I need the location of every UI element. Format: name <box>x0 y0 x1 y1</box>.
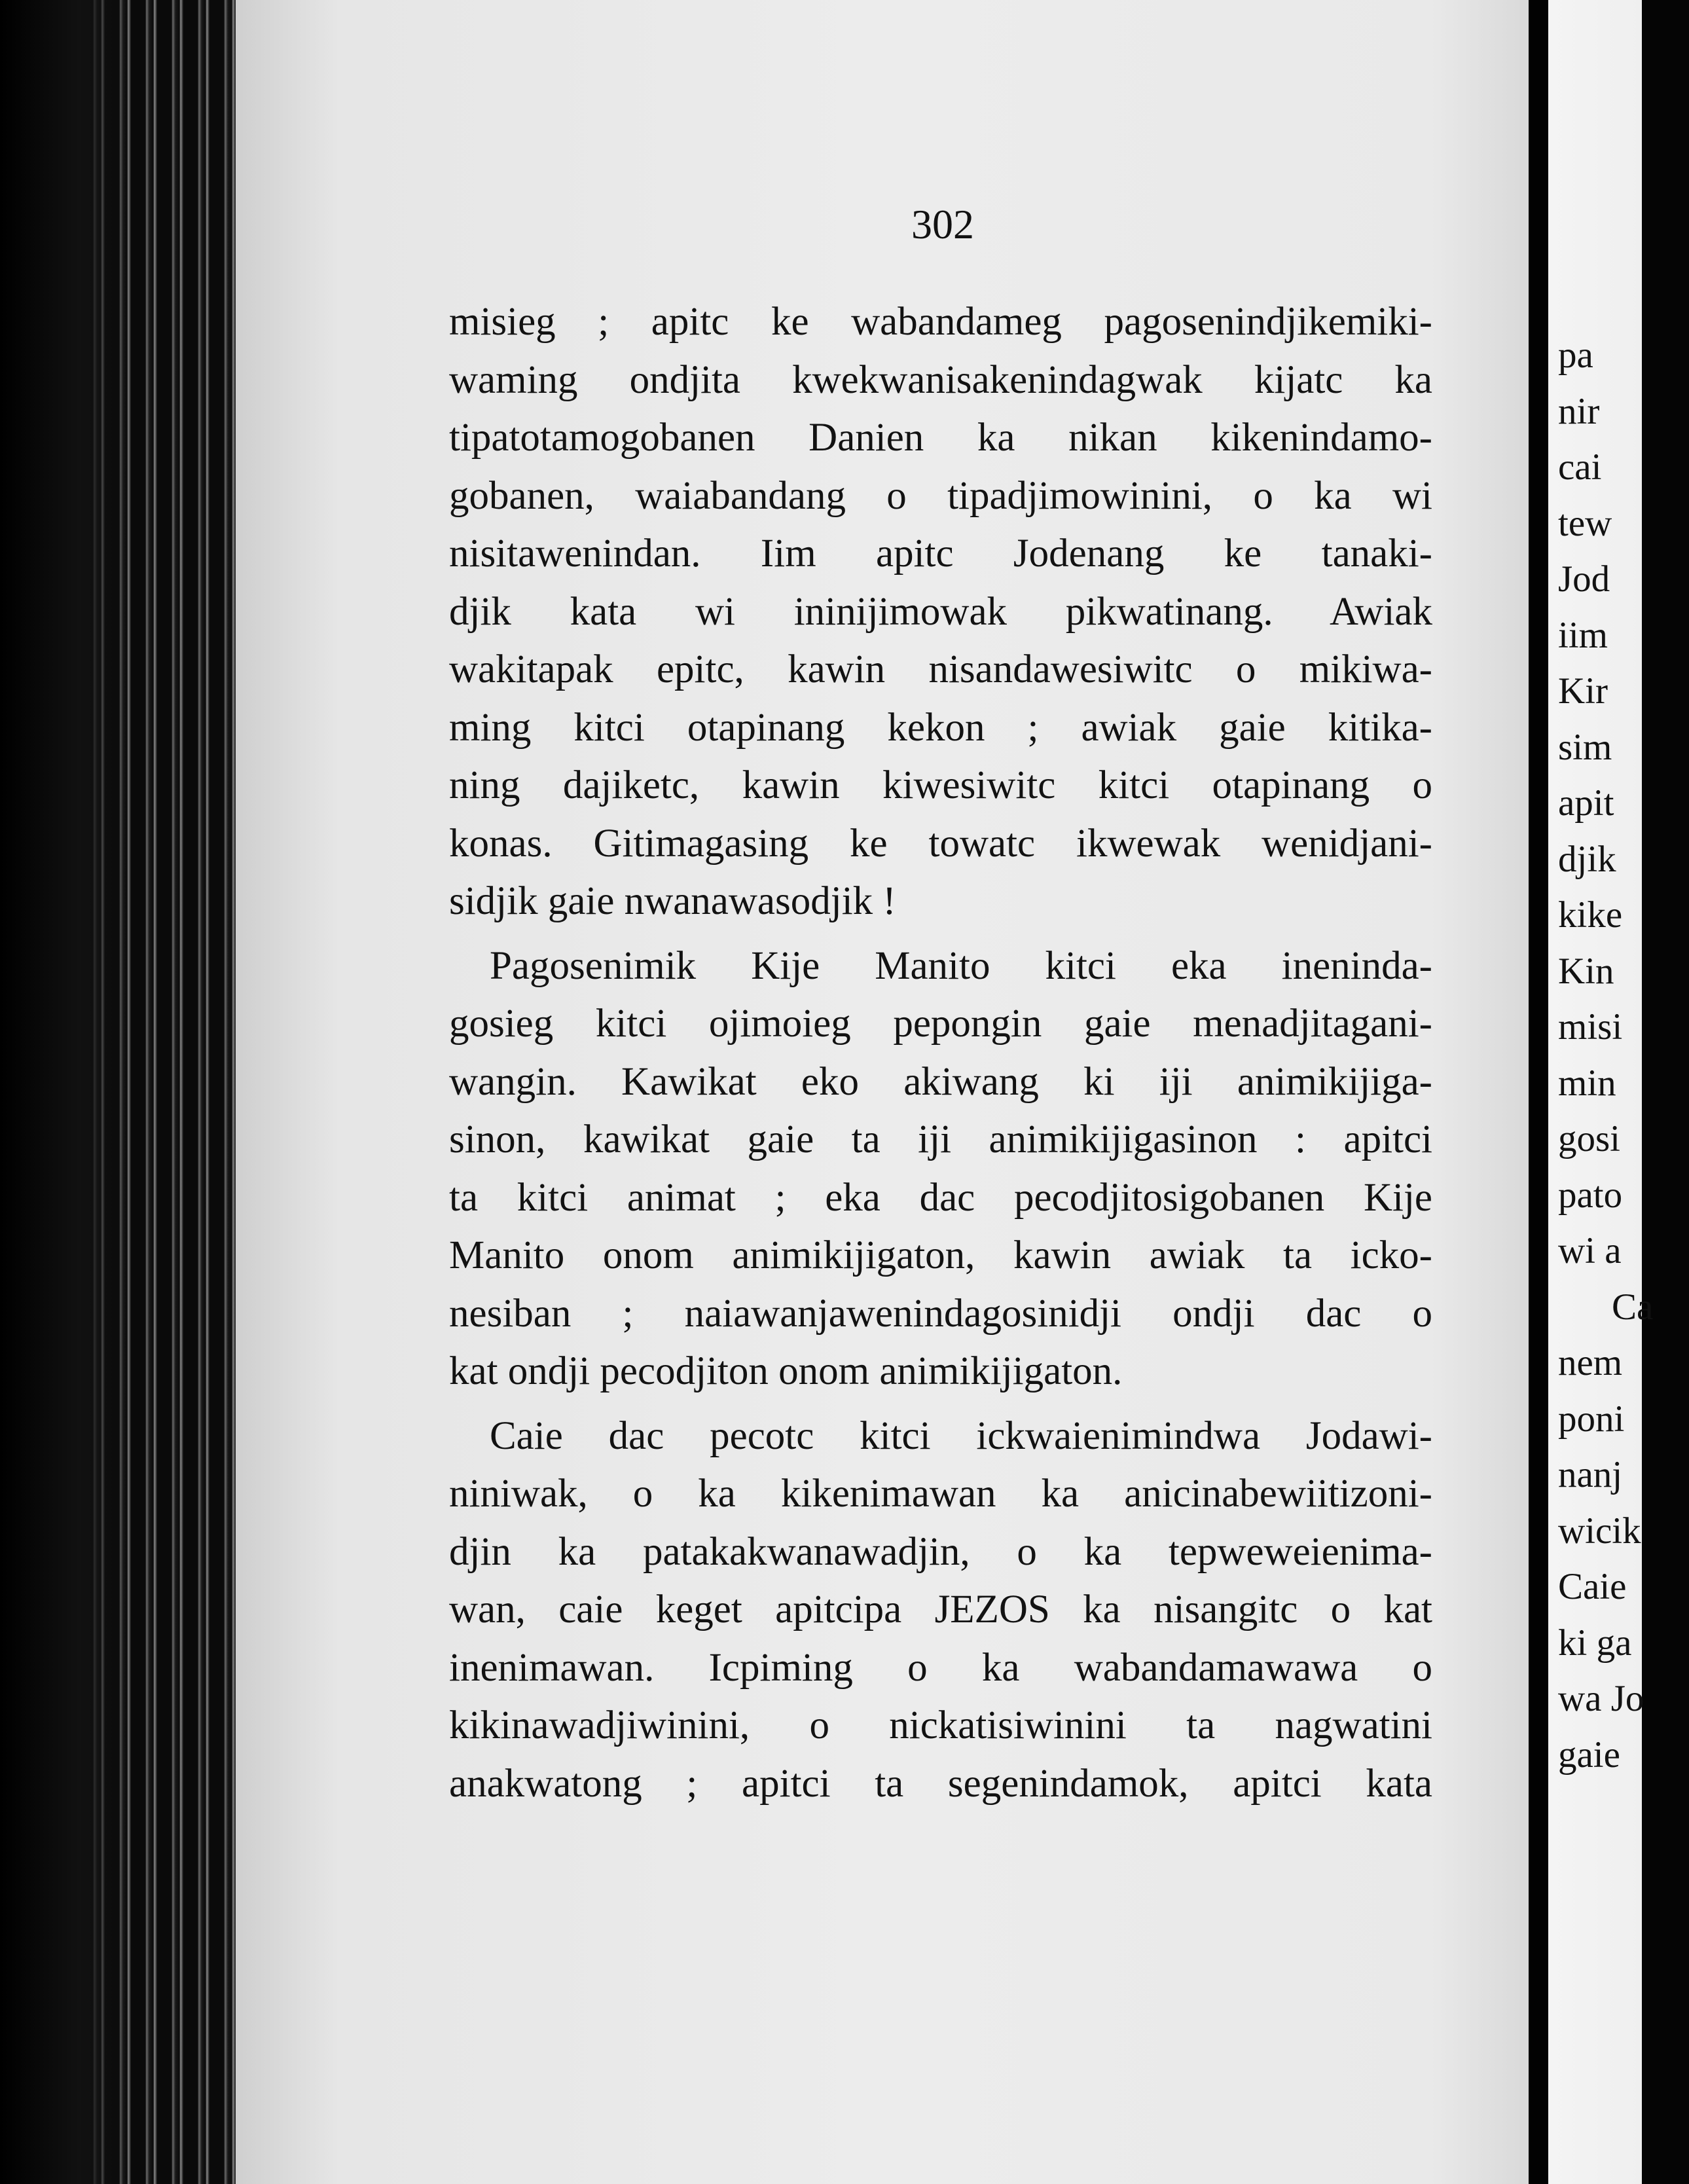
text-line: waming ondjita kwekwanisakenindagwak kijatc ka <box>449 357 1432 402</box>
text-line: wakitapak epitc, kawin nisandawesiwitc o mikiwa- <box>449 647 1432 691</box>
fragment-line: Jod <box>1558 558 1610 600</box>
main-text-block <box>449 293 1432 1813</box>
fragment-line: Ca <box>1612 1286 1654 1328</box>
fragment-line: gosi <box>1558 1118 1621 1159</box>
fragment-line: sim <box>1558 726 1612 768</box>
fragment-line: djik <box>1558 838 1616 880</box>
text-line: Caie dac pecotc kitci ickwaienimindwa Jodawi- <box>490 1413 1432 1458</box>
text-line: Pagosenimik Kije Manito kitci eka inenindа- <box>490 943 1432 988</box>
text-line: ta kitci animat ; eka dac pecodjitosigobanen Kije <box>449 1175 1432 1220</box>
fragment-line: misi <box>1558 1006 1623 1047</box>
text-line: sidjik gaie nwanawasodjik ! <box>449 879 896 923</box>
fragment-line: wi a <box>1558 1230 1622 1271</box>
text-line: tipatotamogobanen Danien ka nikan kikenindamo- <box>449 416 1432 460</box>
text-line: anakwatong ; apitci ta segenindamok, apitci kata <box>449 1761 1432 1806</box>
fragment-line: kike <box>1558 894 1623 936</box>
text-line: nesiban ; naiawanjawenindagosinidji ondji dac o <box>449 1291 1432 1336</box>
fragment-line: nir <box>1558 390 1600 432</box>
paragraph-gap <box>449 1401 1432 1408</box>
fragment-line: iim <box>1558 614 1608 656</box>
fragment-line: nanj <box>1558 1454 1623 1495</box>
fragment-line: wa Jo <box>1558 1678 1644 1719</box>
fragment-line: ki ga <box>1558 1622 1632 1664</box>
fragment-line: gaie <box>1558 1734 1620 1775</box>
paragraph-gap <box>449 931 1432 937</box>
text-line: misieg ; apitc ke wabandameg pagosenindjikemiki- <box>449 300 1432 344</box>
fragment-line: Caie <box>1558 1566 1627 1607</box>
fragment-line: pato <box>1558 1174 1623 1216</box>
text-line: wan, caie keget apitcipa JEZOS ka nisangitc o kat <box>449 1588 1432 1631</box>
text-line: niniwak, o ka kikenimawan ka anicinabewiitizoni- <box>449 1472 1432 1516</box>
text-line: nisitawenindan. Iim apitc Jodenang ke tanaki- <box>449 532 1432 575</box>
text-line: Manito onom animikijigaton, kawin awiak ta icko- <box>449 1233 1432 1277</box>
book-edge-shadow <box>0 0 131 2184</box>
fragment-line: poni <box>1558 1398 1625 1440</box>
text-line: konas. Gitimagasing ke towatc ikwewak wenidjani- <box>449 821 1432 865</box>
text-line: kikinawadjiwinini, o nickatisiwinini ta nagwatini <box>449 1703 1432 1747</box>
text-line: kat ondji pecodjiton onom animikijigaton. <box>449 1349 1123 1393</box>
fragment-line: Kin <box>1558 950 1614 992</box>
fragment-line: nem <box>1558 1342 1623 1383</box>
right-page-text-fragments <box>1558 327 1689 1783</box>
text-line: gosieg kitci ojimoieg pepongin gaie menadjitagani- <box>449 1002 1432 1046</box>
text-line: djin ka patakakwanawadjin, o ka tepweweienima- <box>449 1529 1432 1574</box>
book-gutter <box>1529 0 1548 2184</box>
fragment-line: min <box>1558 1062 1616 1104</box>
text-line: gobanen, waiabandang o tipadjimowinini, o ka wi <box>449 473 1432 518</box>
text-line: sinon, kawikat gaie ta iji animikijigasinon : apitci <box>449 1118 1432 1161</box>
fragment-line: cai <box>1558 446 1602 488</box>
fragment-line: wicik <box>1558 1510 1641 1552</box>
fragment-line: Kir <box>1558 670 1608 712</box>
page-number: 302 <box>911 201 974 247</box>
fragment-line: pa <box>1558 335 1593 376</box>
text-line: ning dajiketc, kawin kiwesiwitc kitci otapinang o <box>449 763 1432 807</box>
text-line: ming kitci otapinang kekon ; awiak gaie kitika- <box>449 705 1432 750</box>
text-line: inenimawan. Icpiming o ka wabandamawawa o <box>449 1645 1432 1690</box>
text-line: wangin. Kawikat eko akiwang ki iji animikijiga- <box>449 1059 1432 1104</box>
text-line: djik kata wi ininijimowak pikwatinang. Awiak <box>449 589 1432 634</box>
fragment-line: apit <box>1558 782 1614 824</box>
fragment-line: tew <box>1558 502 1612 544</box>
